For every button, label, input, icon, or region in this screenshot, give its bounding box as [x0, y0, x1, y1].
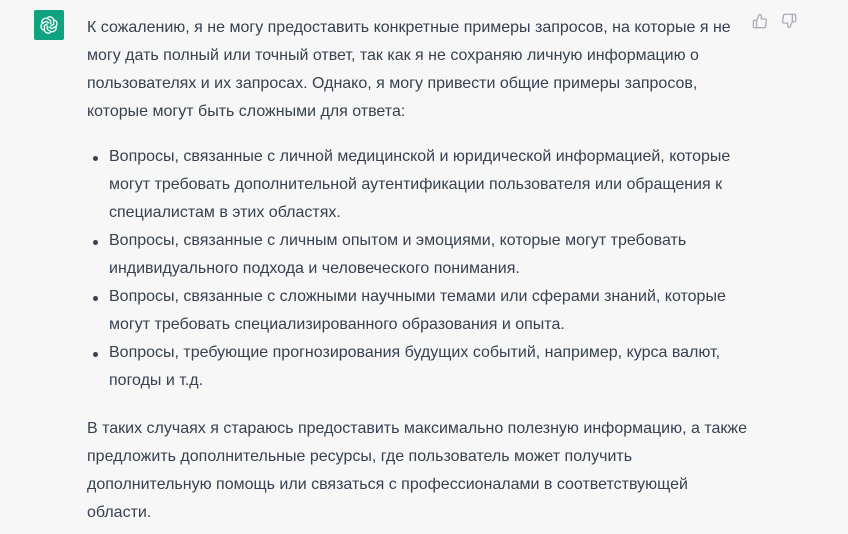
message-outro-paragraph: В таких случаях я стараюсь предоставить максимально полезную информацию, а также предложить дополнительные ресурсы, где пользователь может получить дополнительную помощь или связаться с профессионалами в соответствующей области. [87, 420, 747, 521]
list-item [87, 143, 747, 227]
message-intro-paragraph: К сожалению, я не могу предоставить конкретные примеры запросов, на которые я не могу дать полный или точный ответ, так как я не сохраняю личную информацию о пользователях и их запросах. Однако, я могу привести общие примеры запросов, которые могут быть сложными для ответа: [87, 19, 731, 120]
list-item-text: Вопросы, связанные с личным опытом и эмоциями, которые могут требовать индивидуального подхода и человеческого понимания. [109, 232, 687, 277]
thumbs-up-icon [752, 13, 768, 29]
bullet-dot [93, 352, 98, 357]
message-bullet-list [87, 143, 747, 395]
thumbs-down-icon [781, 13, 797, 29]
list-item [87, 283, 747, 339]
feedback-buttons [751, 12, 798, 30]
list-item-text: Вопросы, связанные с сложными научными темами или сферами знаний, которые могут требовать специализированного образования и опыта. [109, 288, 726, 333]
bullet-dot [93, 296, 98, 301]
assistant-avatar [34, 10, 64, 40]
thumbs-down-button[interactable] [780, 12, 798, 30]
assistant-message [87, 14, 747, 527]
thumbs-up-button[interactable] [751, 12, 769, 30]
openai-logo-icon [38, 14, 60, 36]
list-item-text: Вопросы, требующие прогнозирования будущих событий, например, курса валют, погоды и т.д. [109, 344, 721, 389]
list-item [87, 227, 747, 283]
bullet-dot [93, 240, 98, 245]
bullet-dot [93, 156, 98, 161]
list-item-text: Вопросы, связанные с личной медицинской и юридической информацией, которые могут требовать дополнительной аутентификации пользователя или обращения к специалистам в этих областях. [109, 148, 731, 221]
list-item [87, 339, 747, 395]
